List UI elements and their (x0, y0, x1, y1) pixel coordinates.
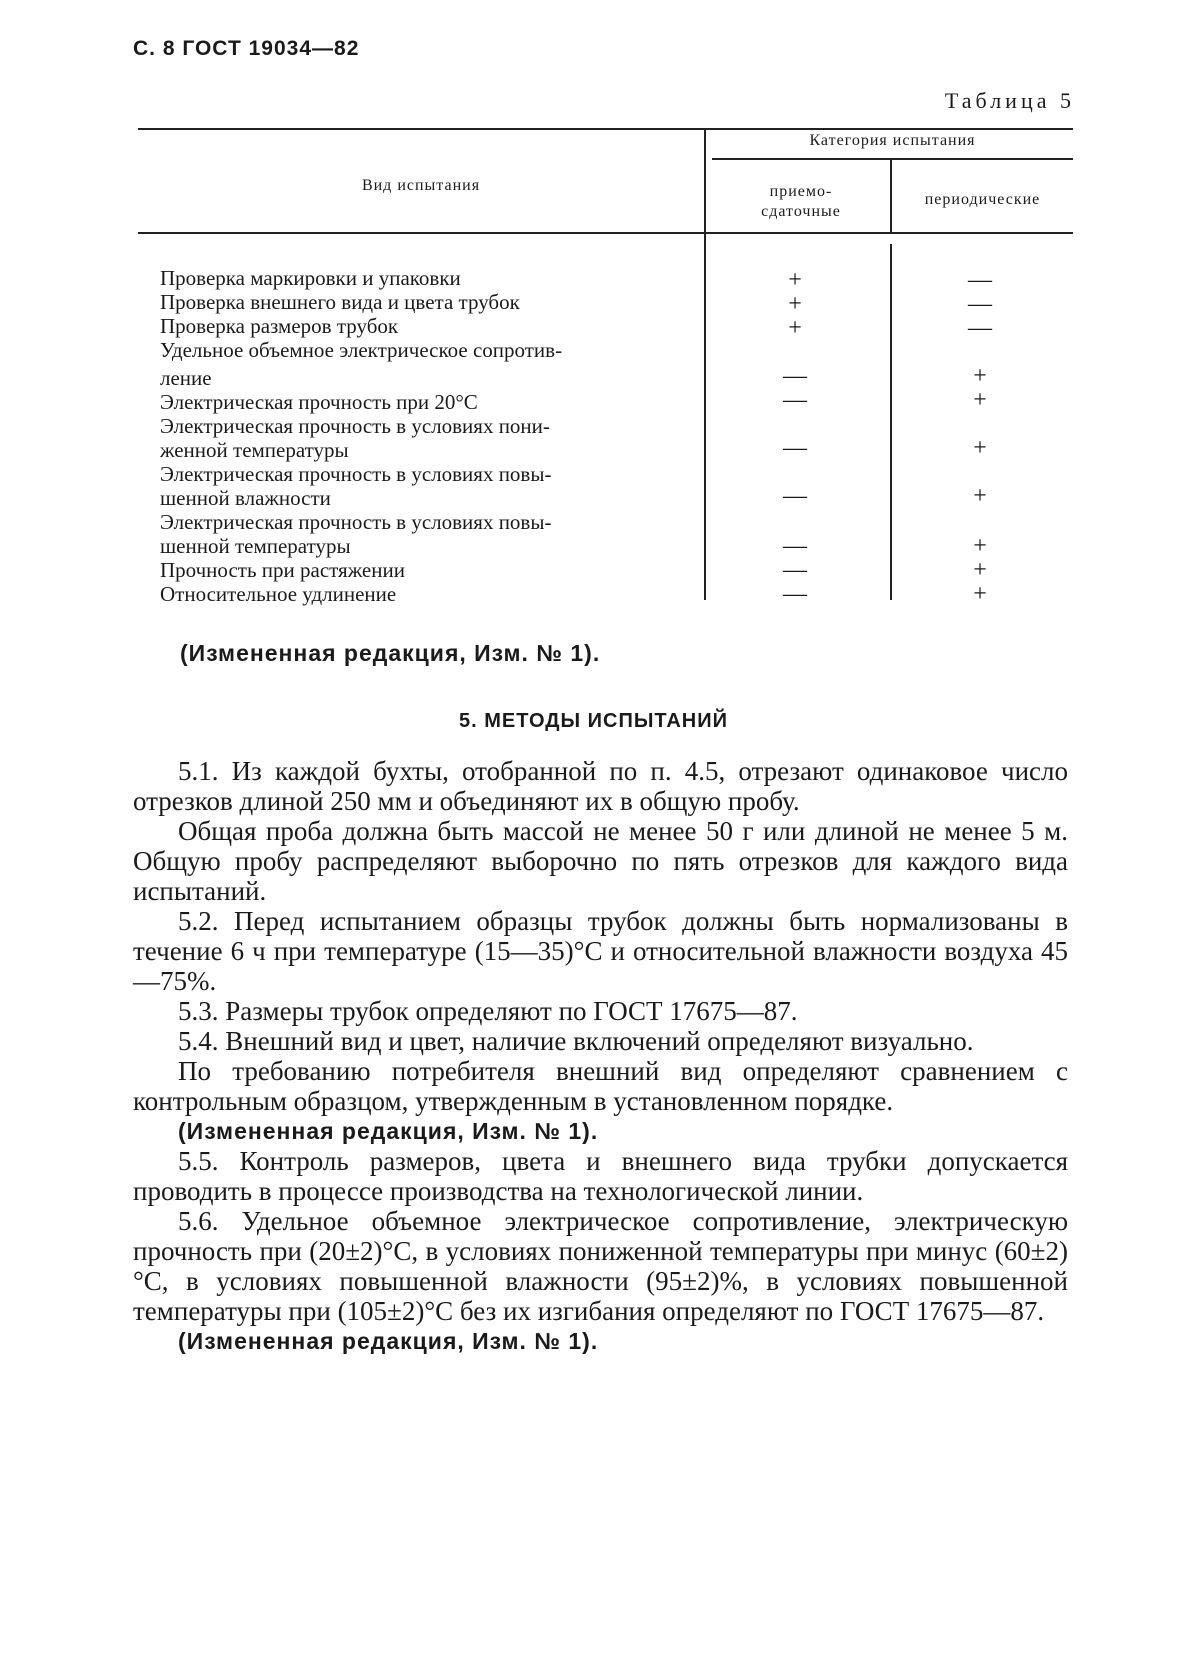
row-periodic: + (973, 533, 987, 559)
row-acceptance: + (788, 315, 802, 341)
table-caption: Таблица 5 (944, 88, 1075, 113)
revision-note: (Измененная редакция, Изм. № 1). (178, 1118, 599, 1144)
row-label: Электрическая прочность в условиях повы- (160, 462, 552, 486)
row-acceptance: + (788, 291, 802, 317)
table-divider-main (704, 128, 706, 600)
row-acceptance: — (783, 557, 807, 583)
row-periodic: + (973, 483, 987, 509)
body-text (133, 756, 1068, 1356)
row-label: Удельное объемное электрическое сопротив- (160, 338, 563, 362)
table-top-rule (138, 128, 1073, 130)
category-rule (712, 158, 1073, 160)
row-label: ление (160, 366, 212, 390)
header-bottom-rule (138, 232, 1073, 234)
revision-note: (Измененная редакция, Изм. № 1). (178, 1328, 599, 1354)
page-header: С. 8 ГОСТ 19034—82 (133, 37, 360, 60)
row-acceptance: — (783, 581, 807, 607)
paragraph: 5.5. Контроль размеров, цвета и внешнего вида трубки допускается проводить в процессе производства на технологической линии. (133, 1146, 1068, 1206)
row-label: шенной влажности (160, 486, 331, 510)
paragraph: 5.6. Удельное объемное электрическое сопротивление, электрическую прочность при (20±2)°С, в условиях пониженной температуры при минус (60±2)°С, в условиях повышенной влажности (95±2)%, в условиях повышенной температуры при (105±2)°С без их изгибания определяют по ГОСТ 17675—87. (133, 1206, 1068, 1326)
row-acceptance: — (783, 387, 807, 413)
row-label: Электрическая прочность в условиях повы- (160, 510, 552, 534)
paragraph: 5.3. Размеры трубок определяют по ГОСТ 17675—87. (178, 996, 798, 1026)
section-title: 5. МЕТОДЫ ИСПЫТАНИЙ (459, 710, 728, 732)
paragraph: 5.1. Из каждой бухты, отобранной по п. 4.5, отрезают одинаковое число отрезков длиной 250 мм и объединяют их в общую пробу. (133, 756, 1068, 816)
row-label: женной температуры (160, 438, 349, 462)
revision-note: (Измененная редакция, Изм. № 1). (180, 640, 601, 666)
row-periodic: + (973, 435, 987, 461)
row-label: Проверка внешнего вида и цвета трубок (160, 290, 520, 314)
paragraph: Общая проба должна быть массой не менее 50 г или длиной не менее 5 м. Общую пробу распределяют выборочно по пять отрезков для каждого вида испытаний. (133, 816, 1068, 906)
paragraph: 5.4. Внешний вид и цвет, наличие включений определяют визуально. (178, 1026, 974, 1056)
row-label: Электрическая прочность при 20°С (160, 390, 478, 414)
row-label: Прочность при растяжении (160, 558, 405, 582)
table-divider-body (890, 244, 892, 600)
paragraph: По требованию потребителя внешний вид определяют сравнением с контрольным образцом, утвержденным в установленном порядке. (133, 1056, 1068, 1116)
row-label: Проверка размеров трубок (160, 314, 399, 338)
col-acceptance: приемо- сдаточные (761, 183, 841, 220)
row-periodic: — (968, 291, 992, 317)
row-acceptance: — (783, 363, 807, 389)
row-periodic: + (973, 557, 987, 583)
row-periodic: + (973, 581, 987, 607)
row-periodic: + (973, 387, 987, 413)
row-periodic: + (973, 363, 987, 389)
row-acceptance: — (783, 533, 807, 559)
row-label: Электрическая прочность в условиях пони- (160, 414, 550, 438)
col-periodic: периодические (924, 191, 1041, 208)
row-label: Относительное удлинение (160, 582, 397, 606)
row-label: Проверка маркировки и упаковки (160, 266, 461, 290)
row-acceptance: + (788, 267, 802, 293)
row-acceptance: — (783, 483, 807, 509)
row-periodic: — (968, 267, 992, 293)
row-acceptance: — (783, 435, 807, 461)
row-label: шенной температуры (160, 534, 351, 558)
row-periodic: — (968, 315, 992, 341)
col-category: Категория испытания (809, 132, 976, 149)
paragraph: 5.2. Перед испытанием образцы трубок должны быть нормализованы в течение 6 ч при температуре (15—35)°С и относительной влажности воздуха 45—75%. (133, 906, 1068, 996)
col-test-type: Вид испытания (361, 177, 481, 194)
